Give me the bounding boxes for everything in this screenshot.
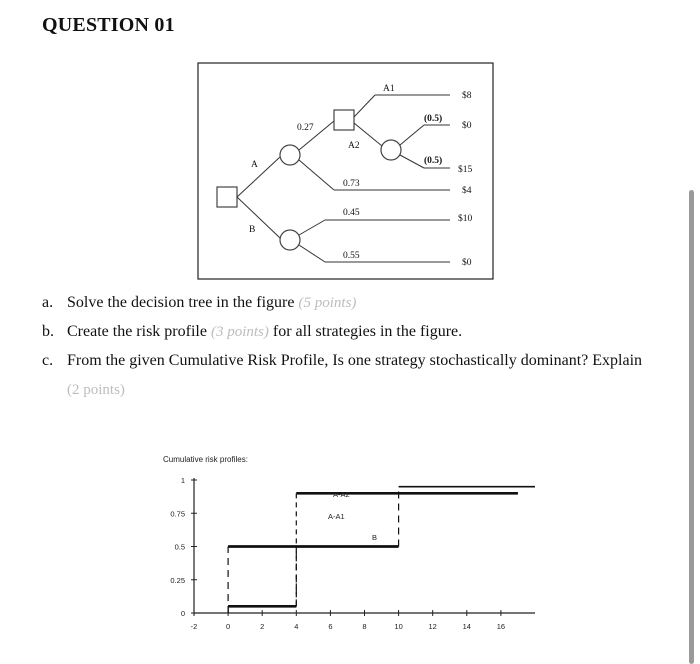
y-tick-label: 0.5 (174, 542, 185, 552)
x-tick-label: 4 (294, 622, 299, 631)
chart-title: Cumulative risk profiles: (163, 455, 248, 464)
x-tick-label: 14 (462, 622, 471, 631)
question-b-text-before: Create the risk profile (67, 323, 207, 340)
x-tick-label: 6 (328, 622, 333, 631)
label-branch-b: B (249, 225, 256, 235)
label-branch-a: A (251, 160, 258, 170)
y-tick-label: 0 (180, 609, 185, 618)
label-decision-a2: A2 (348, 141, 360, 151)
label-decision-a1: A1 (383, 84, 395, 94)
question-c-points: (2 points) (67, 382, 125, 398)
label-payoff-0a: $0 (462, 121, 472, 131)
x-tick-label: -2 (190, 622, 198, 631)
label-p-05-top: (0.5) (424, 114, 443, 124)
page-scrollbar[interactable] (689, 190, 694, 664)
question-a-points: (5 points) (298, 295, 357, 311)
x-tick-label: 16 (496, 622, 506, 631)
label-p-073: 0.73 (343, 179, 360, 189)
label-p-045: 0.45 (343, 208, 360, 218)
label-payoff-15: $15 (458, 165, 473, 175)
question-a-text: Solve the decision tree in the figure (67, 294, 295, 311)
label-p-055: 0.55 (343, 251, 360, 261)
x-tick-label: 2 (260, 622, 265, 631)
question-b-text-after: for all strategies in the figure. (272, 323, 463, 340)
question-b-label: b. (42, 323, 54, 340)
y-tick-label: 0.25 (170, 575, 185, 585)
y-tick-label: 1 (180, 476, 185, 485)
label-payoff-10: $10 (458, 214, 473, 224)
series-label-a-a1: A-A1 (328, 512, 345, 521)
label-payoff-0b: $0 (462, 258, 472, 268)
label-p-05-bottom: (0.5) (424, 156, 443, 166)
x-tick-label: 12 (428, 622, 437, 631)
question-c-label: c. (42, 352, 54, 369)
x-tick-label: 0 (226, 622, 231, 631)
question-heading: QUESTION 01 (42, 14, 175, 36)
y-tick-label: 0.75 (170, 509, 185, 519)
label-payoff-8: $8 (462, 91, 472, 101)
label-p-027: 0.27 (297, 123, 314, 133)
series-label-b: B (372, 533, 378, 542)
question-c-text: From the given Cumulative Risk Profile, Is one strategy stochastically dominant? Explain (67, 352, 643, 369)
question-a-label: a. (42, 294, 54, 311)
question-b-points: (3 points) (210, 324, 269, 340)
x-tick-label: 8 (362, 622, 367, 631)
x-tick-label: 10 (394, 622, 403, 631)
label-payoff-4: $4 (462, 186, 472, 196)
series-label-a-a2: A-A2 (333, 490, 350, 499)
